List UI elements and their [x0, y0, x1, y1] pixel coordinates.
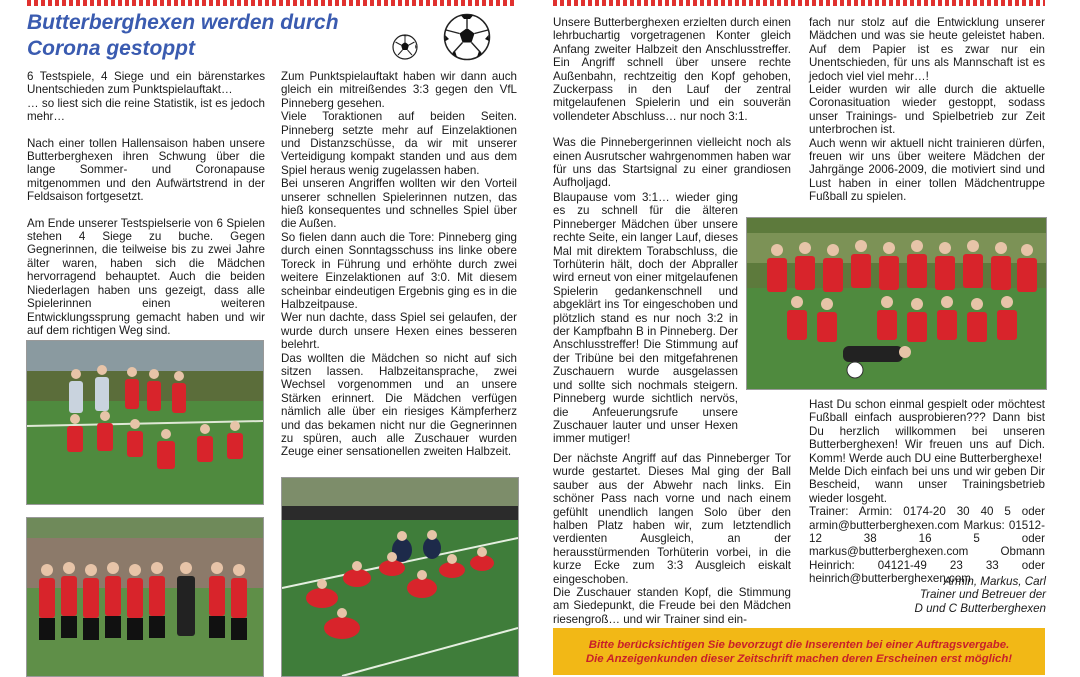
halftime-photo [281, 477, 519, 677]
signature-line: Armin, Markus, Carl [943, 575, 1046, 588]
soccer-ball-large-icon [443, 13, 491, 61]
paragraph: Hast Du schon einmal gespielt oder möchtest Fußball einfach ausprobieren??? Dann bist Du herzlich willkommen bei unseren Butterberghexen! Wir freuen uns auf Dich. Komm! Werde auch DU eine Butterberghexe! Melde Dich einfach bei uns und wir geben Dir Bescheid, wann unser Trainingsbetrieb wieder losgeht. Trainer: Armin: 0174-20 30 40 5 oder armin@butterberghexen.com Markus: 01512-12 38 16 5 oder markus@butterberghexen.com Obmann Heinrich: 04121-49 23 33 oder heinrich@butterberghexen.com [809, 398, 1045, 586]
signature-line: Trainer und Betreuer der [919, 588, 1046, 602]
notice-line: Bitte berücksichtigen Sie bevorzugt die Inserenten bei einer Auftragsvergabe. [588, 638, 1010, 651]
paragraph: Nach einer tollen Hallensaison haben unsere Butterberghexen ihren Schwung über die lange Sommer- und Coronapause mitgenommen und den Aufwärtstrend in der Feldsaison fortgesetzt. [27, 136, 265, 204]
top-dash-left [27, 0, 517, 6]
paragraph: fach nur stolz auf die Entwicklung unserer Mädchen und was sie heute geleistet haben. Auf dem Papier ist es zwar nur ein Unentschieden, für uns als Mannschaft ist es jedoch viel viel mehr…! Leider wurden wir alle durch die aktuelle Coronasituation wieder gestoppt, sodass unser Trainings- und Spielbetrieb zur Zeit unterbrochen ist. Auch wenn wir aktuell nicht trainieren dürfen, freuen wir uns über weitere Mädchen der Jahrgänge 2006-2009, die motiviert sind und Lust haben in einer tollen Mädchentruppe Fußball zu spielen. [809, 16, 1045, 204]
team-group-photo [746, 217, 1047, 390]
team-lineup-photo [26, 517, 264, 677]
team-photo-pitch [26, 340, 264, 505]
top-dash-right [553, 0, 1045, 6]
paragraph: 6 Testspiele, 4 Siege und ein bärenstarkes Unentschieden zum Punktspielauftakt… … so liest sich die reine Statistik, ist es jedoch mehr… [27, 70, 265, 124]
paragraph: Der nächste Angriff auf das Pinneberger Tor wurde gestartet. Dieses Mal ging der Ball sauber aus der Abwehr nach links. Ein schöner Pass nach vorne und nach einem gefühlt unendlich langen Solo über den halben Platz haben wir, zum letztendlich verdienten Ausgleich, an der herausstürmenden Torhüterin vorbei, in die kurze Ecke zum 3:3 Ausgleich eiskalt eingeschoben. Die Zuschauer standen Kopf, die Stimmung am Siedepunkt, die Freude bei den Mädchen riesengroß… und wir Trainer sind ein- [553, 452, 791, 626]
left-article-col1 [27, 70, 265, 337]
right-article-col4-bottom [809, 398, 1045, 586]
right-article-col4-top [809, 16, 1045, 204]
headline: Butterberghexen werden durch Corona gestoppt [27, 11, 339, 60]
signature-line: D und C Butterberghexen [914, 601, 1046, 615]
paragraph: Am Ende unserer Testspielserie von 6 Spielen stehen 4 Siege zu buche. Gegen Gegnerinnen, die teilweise bis zu zwei Jahre älter waren, haben sich die Mädchen hervorragend behauptet. Auch die beiden Niederlagen haben uns gezeigt, dass alle Spielerinnen einen weiteren Entwicklungssprung gemacht haben und wir auf dem richtigen Weg sind. [27, 216, 265, 337]
paragraph: Blaupause vom 3:1… wieder ging es zu schnell für die älteren Pinneberger Mädchen über unsere rechte Seite, ein langer Lauf, dieses Mal mit direktem Torabschluss, die Torhüterin hält, doch der Abpraller wird erneut von einer mitgelaufenen Spielerin gedankenschnell und abgeklärt ins Tor eingeschoben und plötzlich stand es nur noch 3:2 in der Kampfbahn B in Pinneberg. Der Anschlusstreffer! Die Stimmung auf der Tribüne bei den mitgefahrenen Zuschauern wurde ausgelassen und sollte sich nochmals steigern. Pinneberg wurde sichtlich nervös, die Anfeuerungsrufe unsere Zuschauer lauter und unser Hexen immer mutiger! [553, 191, 738, 446]
notice-line: Die Anzeigenkunden dieser Zeitschrift machen deren Erscheinen erst möglich! [585, 652, 1013, 665]
advertiser-notice [553, 628, 1045, 675]
paragraph: Zum Punktspielauftakt haben wir dann auch gleich ein mitreißendes 3:3 gegen den VfL Pinneberg gesehen. Viele Toraktionen auf beiden Seiten. Pinneberg setzte mehr auf Einzelaktionen und Distanzschüsse, da wir mit unserer Verteidigung kompakt standen und aus dem Spiel heraus wenig zugelassen haben. Bei unseren Angriffen wollten wir den Vorteil unserer schnellen Spielerinnen nutzen, das hieß konsequentes und schnelles Spiel über die Außen. So fielen dann auch die Tore: Pinneberg ging durch einen Sonntagsschuss ins linke obere Toreck in Führung und erhöhte durch zwei weitere Einzelaktionen auf 3:0. Mit diesem scheinbar eindeutigen Ergebnis ging es in die Halbzeitpause. Wer nun dachte, dass Spiel sei gelaufen, der wurde durch unsere Hexen eines besseren belehrt. Das wollten die Mädchen so nicht auf sich sitzen lassen. Halbzeitansprache, zwei Wechsel vorgenommen und an unsere Stärken erinnert. Die Mädchen verfügen nämlich alle über ein riesiges Kämpferherz und das bekamen nicht nur die Gegnerinnen zu spüren, auch alle Zuschauer wurden Zeuge einer sensationellen zweiten Halbzeit. [281, 70, 517, 459]
right-article-col3-bottom [553, 452, 791, 626]
signature [816, 575, 1046, 615]
paragraph: Unsere Butterberghexen erzielten durch einen lehrbuchartig vorgetragenen Konter gleich Anfang zweiter Halbzeit den Anschlusstreffer. Ein Angriff schnell über unsere rechte Außenbahn, rechtzeitig den Kopf gehoben, Zuckerpass in den Lauf der zentral mitgelaufenen Spielerin und ein souverän vollendeter Abschluss… nur noch 3:1. [553, 16, 791, 123]
soccer-ball-small-icon [392, 34, 418, 60]
right-article-col3-top [553, 16, 791, 190]
left-article-col2 [281, 70, 517, 459]
right-article-col3-narrow [553, 191, 738, 446]
paragraph: Was die Pinnebergerinnen vielleicht noch als einen Ausrutscher wahrgenommen haben war für uns das Startsignal zu einer grandiosen Aufholjagd. [553, 136, 791, 190]
